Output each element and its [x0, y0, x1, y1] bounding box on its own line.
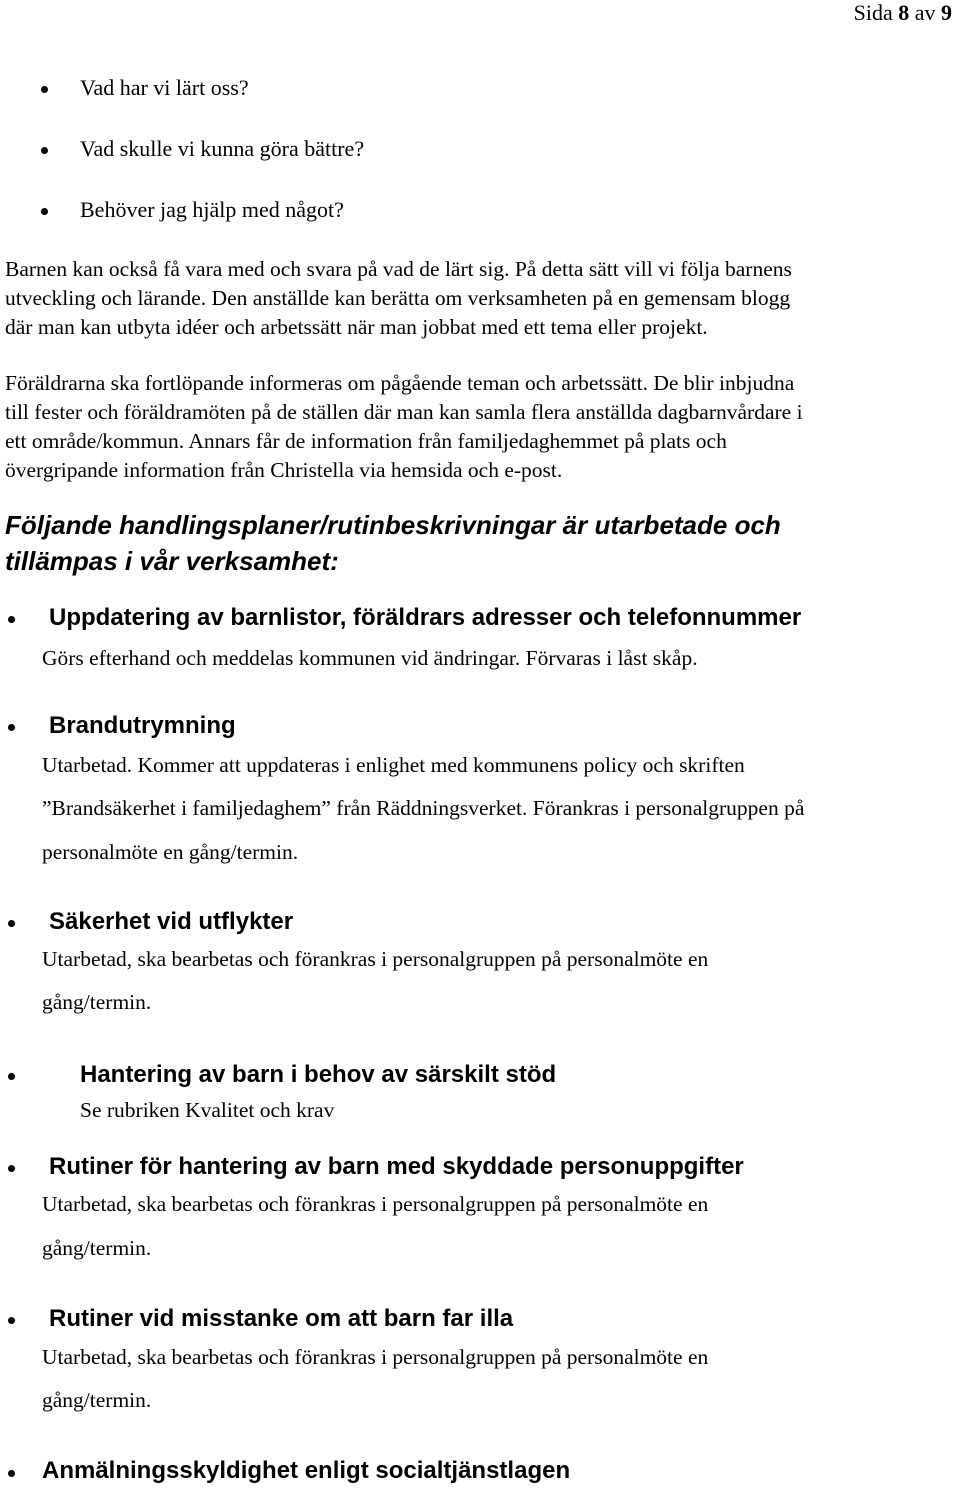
bullet-icon: [8, 1165, 15, 1172]
paragraph-line: Barnen kan också få vara med och svara på vad de lärt sig. På detta sätt vill vi följa barnens: [5, 257, 792, 281]
paragraph-line: till fester och föräldramöten på de ställen där man kan samla flera anställda dagbarnvårdare i: [5, 400, 803, 424]
paragraph-line: ett område/kommun. Annars får de information från familjedaghemmet på plats och: [5, 429, 727, 453]
routine-item-title: Hantering av barn i behov av särskilt stöd: [80, 1061, 557, 1088]
section-heading-line: tillämpas i vår verksamhet:: [5, 546, 339, 576]
paragraph-line: utveckling och lärande. Den anställde kan berätta om verksamheten på en gemensam blogg: [5, 286, 791, 310]
bullet-icon: [8, 1317, 15, 1324]
routine-item-body: gång/termin.: [42, 1388, 152, 1412]
routine-item-title: Anmälningsskyldighet enligt socialtjänstlagen: [42, 1457, 571, 1484]
routine-item-title: Säkerhet vid utflykter: [49, 908, 294, 935]
routine-item-title: Brandutrymning: [49, 712, 236, 739]
question-item: Vad har vi lärt oss?: [80, 75, 249, 100]
routine-item-body: gång/termin.: [42, 1236, 152, 1260]
routine-item-title: Rutiner vid misstanke om att barn far illa: [49, 1305, 514, 1332]
bullet-icon: [8, 616, 15, 623]
bullet-icon: [8, 1073, 15, 1080]
routine-item-body: ”Brandsäkerhet i familjedaghem” från Räddningsverket. Förankras i personalgruppen på: [42, 796, 805, 820]
routine-item-body: Se rubriken Kvalitet och krav: [80, 1098, 335, 1122]
paragraph-line: Föräldrarna ska fortlöpande informeras om pågående teman och arbetssätt. De blir inbjudna: [5, 371, 795, 395]
routine-item-title: Uppdatering av barnlistor, föräldrars adresser och telefonnummer: [49, 604, 802, 631]
routine-item-body: Utarbetad, ska bearbetas och förankras i personalgruppen på personalmöte en: [42, 1192, 709, 1216]
routine-item-body: Utarbetad, ska bearbetas och förankras i personalgruppen på personalmöte en: [42, 1345, 709, 1369]
bullet-icon: [8, 1470, 15, 1477]
page-number-prefix: Sida: [853, 0, 893, 25]
paragraph-line: där man kan utbyta idéer och arbetssätt när man jobbat med ett tema eller projekt.: [5, 315, 708, 339]
routine-item-title: Rutiner för hantering av barn med skyddade personuppgifter: [49, 1153, 744, 1180]
page-number: [854, 0, 952, 26]
bullet-icon: [8, 724, 15, 731]
page-number-current: 8: [898, 0, 910, 25]
question-item: Behöver jag hjälp med något?: [80, 197, 344, 222]
bullet-icon: [41, 86, 48, 93]
routine-item-body: Utarbetad. Kommer att uppdateras i enlighet med kommunens policy och skriften: [42, 753, 745, 777]
paragraph-line: övergripande information från Christella via hemsida och e-post.: [5, 458, 563, 482]
routine-item-body: gång/termin.: [42, 990, 152, 1014]
bullet-icon: [8, 920, 15, 927]
question-item: Vad skulle vi kunna göra bättre?: [80, 136, 365, 161]
routine-item-body: Utarbetad, ska bearbetas och förankras i personalgruppen på personalmöte en: [42, 947, 709, 971]
page-number-total: 9: [941, 0, 952, 25]
bullet-icon: [41, 147, 48, 154]
bullet-icon: [41, 208, 48, 215]
page-number-middle: av: [914, 0, 936, 25]
section-heading-line: Följande handlingsplaner/rutinbeskrivningar är utarbetade och: [5, 510, 781, 540]
routine-item-body: personalmöte en gång/termin.: [42, 840, 299, 864]
routine-item-body: Görs efterhand och meddelas kommunen vid ändringar. Förvaras i låst skåp.: [42, 646, 698, 670]
